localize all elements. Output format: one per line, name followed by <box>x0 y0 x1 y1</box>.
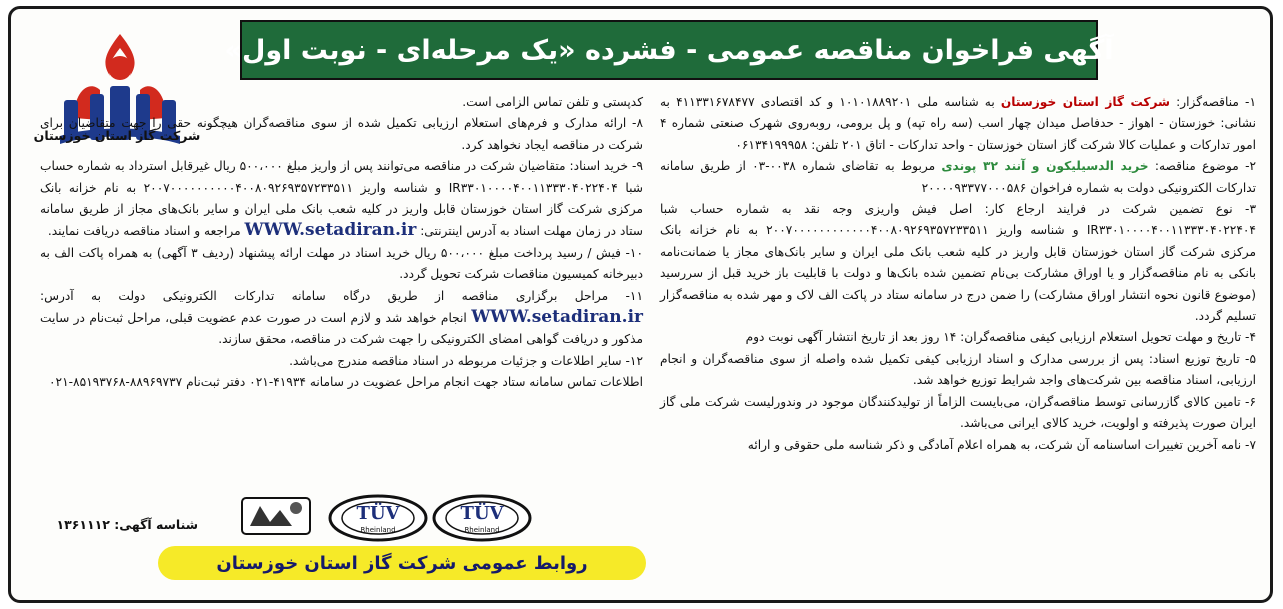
notice-code: شناسه آگهی: ۱۳۶۱۱۱۲ <box>56 517 198 532</box>
tuv-badge-1-sub: Rheinland <box>360 526 396 534</box>
notice-left-column <box>40 92 643 394</box>
contact-info: اطلاعات تماس سامانه ستاد جهت انجام مراحل عضویت در سامانه ۴۱۹۳۴-۰۲۱ دفتر ثبت‌نام ۸۸۹۶۹۷۳۷-۸۵۱۹۳۷۶۸-۰۲۱ <box>49 375 643 390</box>
notice-header <box>224 20 1114 80</box>
tuv-badge-2-label: TÜV <box>460 503 504 524</box>
notice-item-2: ۲- موضوع مناقصه: خرید الدسیلیکون و آنند ۳۲ پوندی مربوط به تقاضای شماره ۰۰۳۸-۰۳ از طریق سامانه تدارکات الکترونیکی دولت به شماره فراخوان ۲۰۰۰۰۹۳۳۷۷۰۰۰۵۸۶ <box>660 159 1257 195</box>
notice-item-7: ۷- نامه آخرین تغییرات اساسنامه آن شرکت، به همراه اعلام آمادگی و ذکر شناسه ملی حقوقی و ارائه <box>747 437 1256 452</box>
notice-item-10: ۱۰- فیش / رسید پرداخت مبلغ ۵۰۰،۰۰۰ ریال خرید اسناد در مهلت ارائه پیشنهاد (ردیف ۳ آگهی) به همراه پاکت الف به دبیرخانه کمیسیون مناقصات شرکت تحویل گردد. <box>40 245 643 282</box>
notice-item-1: ۱- مناقصه‌گزار: شرکت گاز استان خوزستان به شناسه ملی ۱۰۱۰۱۸۸۹۲۰۱ و کد اقتصادی ۴۱۱۳۳۱۶۷۸۴۷۷ به نشانی: خوزستان - اهواز - حدفاصل میدان چهار اسب (سه راه تپه) و پل برومی، روبه‌روی شهرک صنعتی شماره ۴ امور تدارکات و عملیات کالا شرکت گاز استان خوزستان - واحد تدارکات - اتاق ۲۰۱ تلفن: ۰۶۱۳۴۱۹۹۹۵۸ <box>660 95 1256 152</box>
public-relations-label: روابط عمومی شرکت گاز استان خوزستان <box>216 552 588 574</box>
certification-emblem-icon <box>236 492 316 540</box>
notice-item-9: ۹- خرید اسناد: متقاضیان شرکت در مناقصه می‌توانند پس از واریز مبلغ ۵۰۰،۰۰۰ ریال غیرقابل استرداد به شماره حساب شبا IR۳۳۰۱۰۰۰۰۴۰۰۱۱۳۳۳۰۴۰۲۲۴۰۴ و شناسه واریز ۲۰۰۷۰۰۰۰۰۰۰۰۰۰۴۰۰۸۰۹۲۶۹۳۵۷۲۳۳۵۱۱ به نام خزانه بانک مرکزی شرکت گاز استان خوزستان قابل واریز در کلیه شعب بانک ملی ایران و سایر بانک‌های مجاز از طریق سامانه ستاد در زمان مهلت اسناد به آدرس اینترنتی: WWW.setadiran.ir مراجعه و اسناد مناقصه دریافت نمایند. <box>40 159 644 241</box>
notice-right-column <box>660 92 1256 456</box>
notice-item-8: ۸- ارائه مدارک و فرم‌های استعلام ارزیابی تکمیل شده از سوی مناقصه‌گران هیچگونه حقی را جهت متقاضیان برای شرکت در مناقصه ایجاد نخواهد کرد. <box>40 116 643 152</box>
public-relations-bar <box>158 546 646 580</box>
tuv-badge-1-icon <box>326 492 430 544</box>
setadiran-link[interactable]: WWW.setadiran.ir <box>244 220 417 241</box>
notice-title: آگهی فراخوان مناقصه عمومی - فشرده «یک مرحله‌ای - نوبت اول» <box>224 34 1114 66</box>
tuv-badge-1-label: TÜV <box>356 503 400 524</box>
logo-caption: شرکت گاز استان خوزستان <box>33 128 201 143</box>
notice-item-7-continued: کدپستی و تلفن تماس الزامی است. <box>462 95 643 109</box>
tuv-badge-2-icon <box>430 492 534 544</box>
notice-item-5: ۵- تاریخ توزیع اسناد: پس از بررسی مدارک و اسناد ارزیابی کیفی تکمیل شده واصله از سوی مناقصه‌گران و انجام ارزیابی، اسناد مناقصه بین شرکت‌های واجد شرایط توزیع خواهد شد. <box>660 351 1256 388</box>
setadiran-link-2[interactable]: WWW.setadiran.ir <box>471 307 643 328</box>
notice-item-4: ۴- تاریخ و مهلت تحویل استعلام ارزیابی کیفی مناقصه‌گران: ۱۴ روز بعد از تاریخ انتشار آگهی نوبت دوم <box>745 330 1256 345</box>
tender-subject: خرید الدسیلیکون و آنند ۳۲ پوندی <box>941 159 1149 174</box>
tendering-company: شرکت گاز استان خوزستان <box>1000 95 1171 109</box>
tuv-badge-2-sub: Rheinland <box>464 526 500 534</box>
notice-item-6: ۶- تامین کالای گازرسانی توسط مناقصه‌گران، می‌بایست الزاماً از تولیدکنندگان موجود در وندورلیست شرکت ملی گاز ایران صورت پذیرفته و اولویت، خرید کالای ایرانی می‌باشد. <box>660 394 1256 431</box>
notice-item-11: ۱۱- مراحل برگزاری مناقصه از طریق درگاه سامانه تدارکات الکترونیکی دولت به آدرس: WWW.setadiran.ir انجام خواهد شد و لازم است در صورت عدم عضویت قبلی، مراحل ثبت‌نام در سایت مذکور و دریافت گواهی امضای الکترونیکی را جهت شرکت در مناقصه، محقق سازند. <box>40 288 643 347</box>
notice-item-3: ۳- نوع تضمین شرکت در فرایند ارجاع کار: اصل فیش واریزی وجه نقد به شماره حساب شبا IR۳۳۰۱۰۰۰۰۴۰۰۱۱۳۳۳۰۴۰۲۲۴۰۴ و شناسه واریز ۲۰۰۷۰۰۰۰۰۰۰۰۰۰۰۰۴۰۰۸۰۹۲۶۹۳۵۷۲۳۳۵۱۱ به نام خزانه بانک مرکزی شرکت گاز استان خوزستان قابل واریز در کلیه شعب بانک ملی ایران و سایر بانک‌های مجاز یا ضمانت‌نامه بانکی به نام مناقصه‌گزار و یا اوراق مشارکت بی‌نام تضمین شده بانک‌ها و دولت با قابلیت باز خرید قبل از سررسید (موضوع قانون نحوه انتشار اوراق مشارکت) را ضمن درج در سامانه ستاد در پاکت الف لاک و مهر شده به مناقصه‌گزار تسلیم گردد. <box>660 202 1256 324</box>
notice-item-12: ۱۲- سایر اطلاعات و جزئیات مربوطه در اسناد مناقصه مندرج می‌باشد. <box>289 353 643 368</box>
